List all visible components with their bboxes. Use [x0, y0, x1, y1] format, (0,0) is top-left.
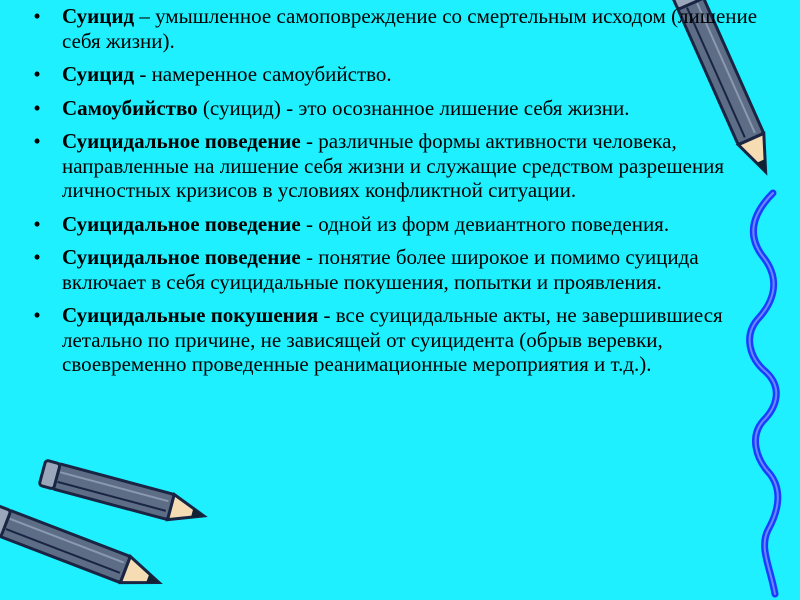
definition-text: - намеренное самоубийство. — [134, 62, 392, 86]
term-label: Суицидальное поведение — [62, 245, 301, 269]
term-label: Суицидальные покушения — [62, 303, 319, 327]
list-item — [28, 129, 780, 203]
list-item — [28, 4, 780, 53]
bullet-icon: • — [33, 62, 41, 86]
definition-text: - понятие более широкое и помимо суицида включает в себя суицидальные покушения, попытки и проявления. — [62, 245, 699, 294]
bullet-icon: • — [33, 95, 41, 120]
pencil-icon — [39, 460, 207, 528]
term-label: Суицид — [62, 62, 135, 86]
term-label: Суицидальное поведение — [62, 211, 301, 236]
definition-text: - различные формы активности человека, направленные на лишение себя жизни и служащие средством разрешения личностных кризисов в условиях конфликтной ситуации. — [62, 129, 725, 202]
definition-text: (суицид) - это осознанное лишение себя жизни. — [197, 95, 630, 120]
bullet-icon: • — [33, 211, 41, 236]
list-item — [28, 212, 780, 237]
definition-text: - все суицидальные акты, не завершившиеся летально по причине, не зависящей от суицидента (обрыв веревки, своевременно проведенные реанимационные мероприятия и т.д.). — [62, 303, 723, 376]
definition-text: – умышленное самоповреждение со смертельным исходом (лишение себя жизни). — [62, 4, 758, 53]
term-label: Суицид — [62, 4, 135, 28]
pencil-icon — [0, 505, 164, 596]
list-item — [28, 303, 780, 377]
list-item — [28, 96, 780, 121]
bullet-icon: • — [33, 4, 41, 28]
bullet-icon: • — [33, 245, 41, 269]
definitions-list — [28, 4, 780, 386]
bullet-icon: • — [33, 303, 41, 327]
list-item — [28, 62, 780, 87]
definition-text: - одной из форм девиантного поведения. — [300, 211, 670, 236]
term-label: Суицидальное поведение — [62, 129, 301, 153]
bullet-icon: • — [33, 129, 41, 153]
list-item — [28, 245, 780, 294]
term-label: Самоубийство — [62, 95, 198, 120]
